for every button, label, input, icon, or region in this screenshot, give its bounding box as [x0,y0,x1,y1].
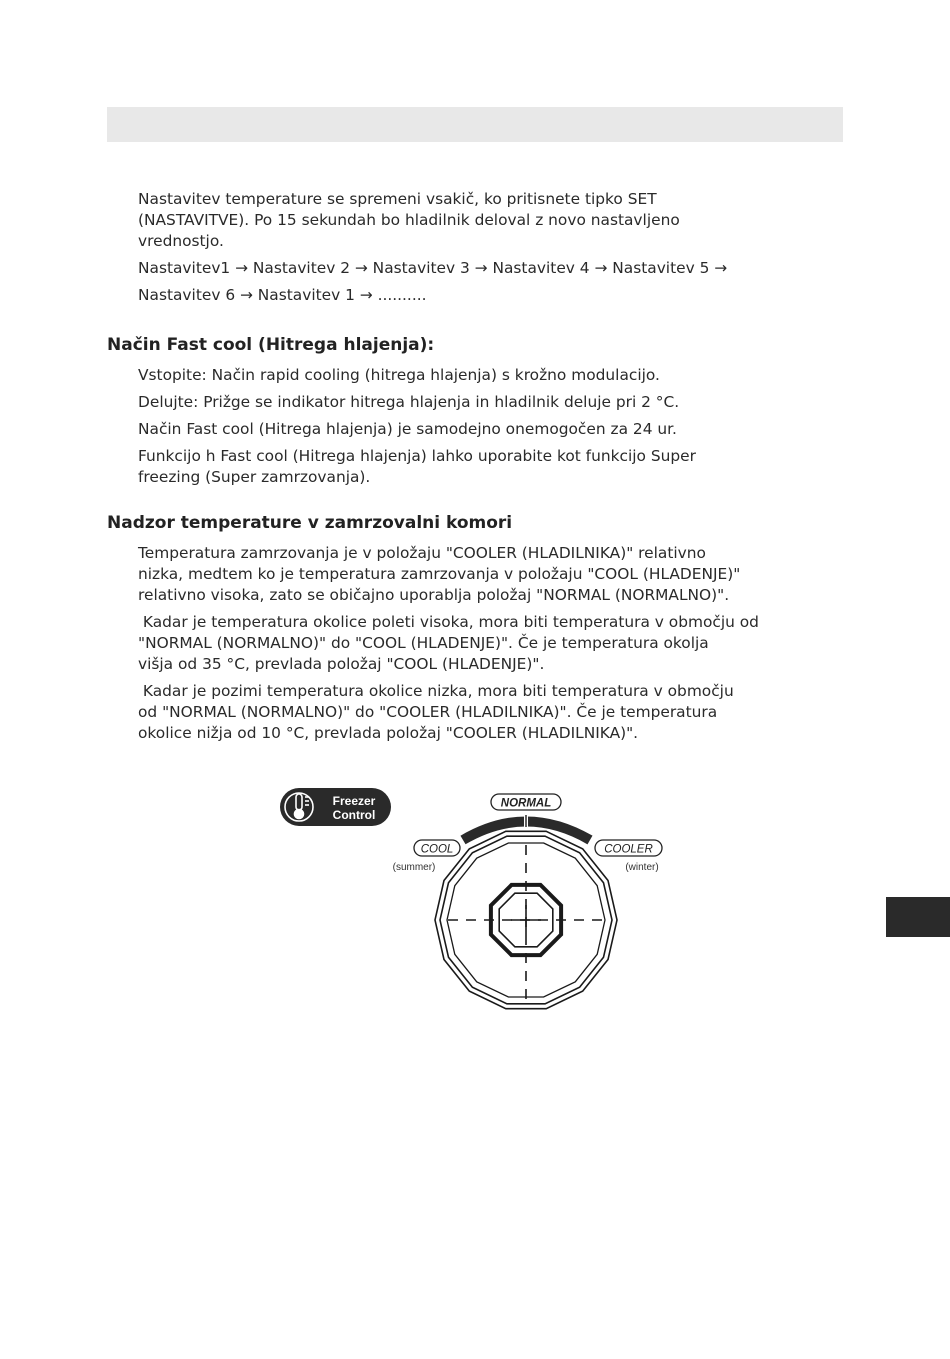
fast-cool-heading: Način Fast cool (Hitrega hlajenja): [107,335,435,355]
normal-label-text: NORMAL [500,797,552,810]
fast-cool-super-freezing: Funkcijo h Fast cool (Hitrega hlajenja) lahko uporabite kot funkcijo Super freezing (Super zamrzovanja). [138,447,696,486]
header-bar [107,107,843,142]
badge-label-control: Control [332,808,376,822]
cool-sublabel: (summer) [392,862,436,873]
freezer-temp-section [138,543,850,744]
fast-cool-disabled: Način Fast cool (Hitrega hlajenja) je samodejno onemogočen za 24 ur. [138,420,677,438]
cooler-label [595,840,662,856]
freezer-temp-heading: Nadzor temperature v zamrzovalni komori [107,513,513,533]
fast-cool-enter: Vstopite: Način rapid cooling (hitrega hlajenja) s krožno modulacijo. [138,366,660,384]
freezer-temp-paragraph-1: Temperatura zamrzovanja je v položaju "COOLER (HLADILNIKA)" relativno nizka, medtem ko je temperatura zamrzovanja v položaju "COOL (HLADENJE)" relativno visoka, zato se običajno uporablja položaj "NORMAL (NORMALNO)". [138,544,741,604]
freezer-temp-paragraph-3: Kadar je pozimi temperatura okolice nizka, mora biti temperatura v območju od "NORMAL (NORMALNO)" do "COOLER (HLADILNIKA)". Če je temperatura okolice nižja od 10 °C, prevlada položaj "COOLER (HLADILNIKA)". [138,682,734,742]
cooler-sublabel: (winter) [625,862,659,873]
settings-sequence-line-1: Nastavitev1 → Nastavitev 2 → Nastavitev 3 → Nastavitev 4 → Nastavitev 5 → [138,259,728,277]
thermometer-icon [285,793,313,821]
cooler-label-text: COOLER [604,843,653,856]
settings-sequence-line-2: Nastavitev 6 → Nastavitev 1 → .......... [138,286,427,304]
fast-cool-section [138,365,850,488]
cool-label-text: COOL [420,843,454,856]
freezer-temp-paragraph-2: Kadar je temperatura okolice poleti visoka, mora biti temperatura v območju od "NORMAL (NORMALNO)" do "COOL (HLADENJE)". Če je temperatura okolja višja od 35 °C, prevlada položaj "COOL (HLADENJE)". [138,613,759,673]
fast-cool-operate: Delujte: Prižge se indikator hitrega hlajenja in hladilnik deluje pri 2 °C. [138,393,680,411]
normal-label [491,794,561,810]
side-tab [886,897,950,937]
badge-label-freezer: Freezer [332,794,376,808]
freezer-control-dial-diagram [278,785,678,1015]
intro-section [138,189,850,306]
freezer-control-badge [280,788,391,826]
intro-paragraph: Nastavitev temperature se spremeni vsakič, ko pritisnete tipko SET (NASTAVITVE). Po 15 sekundah bo hladilnik deloval z novo nastavljeno vrednostjo. [138,190,680,250]
cool-label [414,840,460,856]
